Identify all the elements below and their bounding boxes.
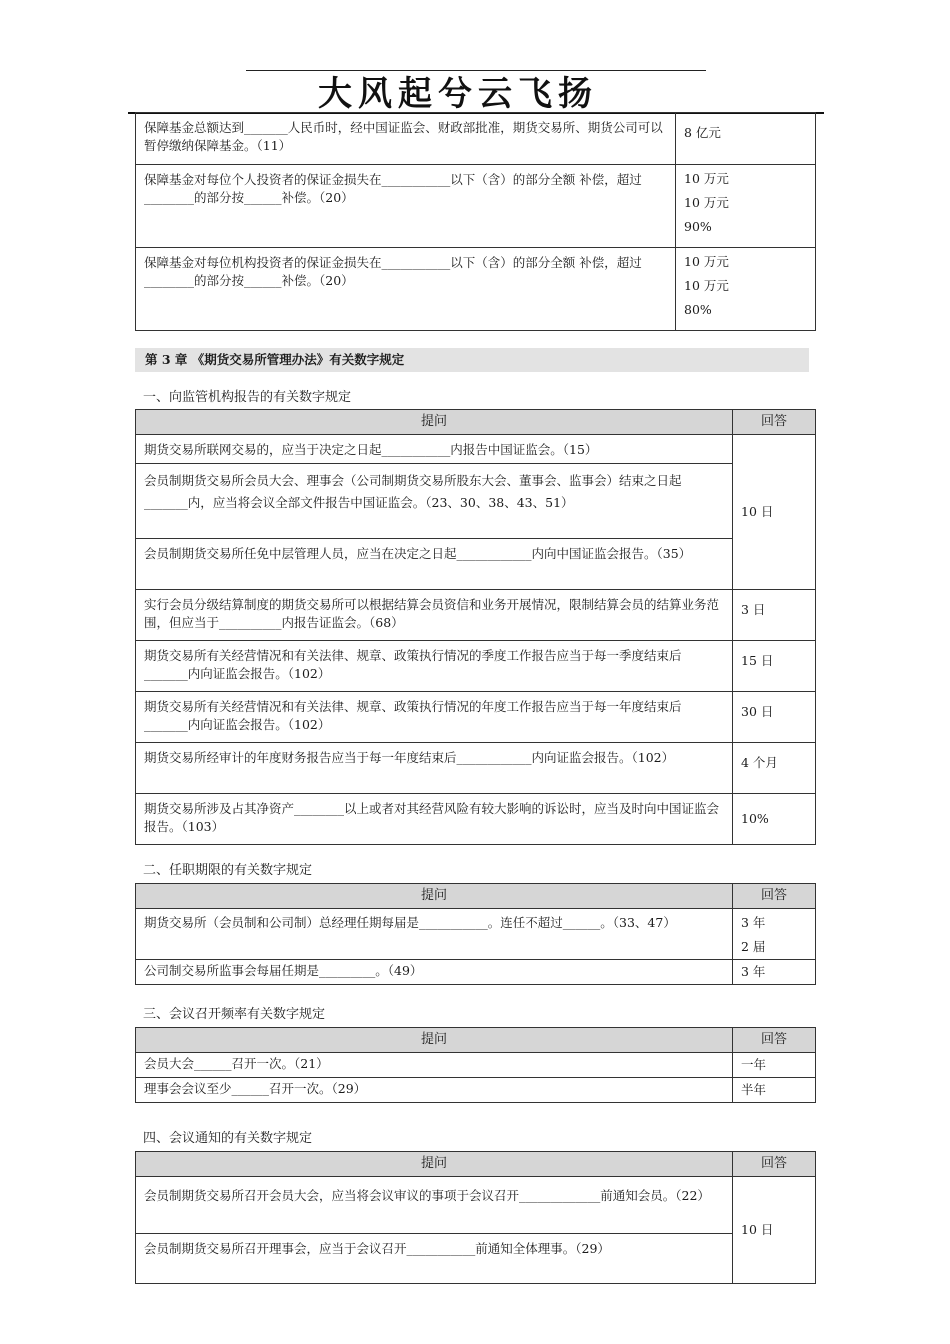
answer-cell: 10%	[733, 794, 816, 845]
column-header-answer: 回答	[733, 884, 816, 909]
answer-cell: 半年	[733, 1078, 816, 1103]
merged-answer-cell: 10 日	[733, 1177, 816, 1284]
table-row	[136, 794, 816, 845]
question-cell: 会员制期货交易所任免中层管理人员，应当在决定之日起____________内向中国证监会报告。（35）	[136, 539, 733, 590]
table-row	[136, 743, 816, 794]
question-cell: 保障基金对每位机构投资者的保证金损失在___________以下（含）的部分全额 补偿，超过________的部分按______补偿。（20）	[136, 248, 676, 331]
answer-cell	[676, 248, 816, 331]
section-title: 一、向监管机构报告的有关数字规定	[143, 390, 352, 405]
answer-cell	[733, 909, 816, 960]
table-row	[136, 1078, 816, 1103]
table-row	[136, 248, 816, 331]
question-cell: 会员大会______召开一次。（21）	[136, 1053, 733, 1078]
table-row	[136, 165, 816, 248]
column-header-answer: 回答	[733, 1028, 816, 1053]
answer-line: 90%	[684, 219, 712, 234]
table-row	[136, 435, 816, 464]
chapter-heading: 第 3 章 《期货交易所管理办法》有关数字规定	[135, 348, 809, 372]
table-row	[136, 909, 816, 960]
column-header-answer: 回答	[733, 410, 816, 435]
question-cell: 期货交易所（会员制和公司制）总经理任期每届是___________。连任不超过______。（33、47）	[136, 909, 733, 960]
answer-cell: 4 个月	[733, 743, 816, 794]
guarantee-fund-table	[135, 112, 816, 331]
answer-line: 80%	[684, 302, 712, 317]
answer-line: 10 万元	[684, 195, 729, 210]
answer-cell: 30 日	[733, 692, 816, 743]
table-row	[136, 113, 816, 165]
table-row	[136, 960, 816, 985]
question-cell: 理事会会议至少______召开一次。（29）	[136, 1078, 733, 1103]
answer-cell: 一年	[733, 1053, 816, 1078]
column-header-question: 提问	[136, 1028, 733, 1053]
table-header-row	[136, 1152, 816, 1177]
table-row	[136, 1177, 816, 1234]
question-cell: 公司制交易所监事会每届任期是_________。（49）	[136, 960, 733, 985]
question-cell: 会员制期货交易所召开会员大会，应当将会议审议的事项于会议召开_____________前通知会员。（22）	[136, 1177, 733, 1234]
column-header-question: 提问	[136, 410, 733, 435]
meeting-frequency-table	[135, 1027, 816, 1103]
section-title: 二、任职期限的有关数字规定	[143, 863, 313, 878]
question-cell: 期货交易所有关经营情况和有关法律、规章、政策执行情况的季度工作报告应当于每一季度结束后_______内向证监会报告。（102）	[136, 641, 733, 692]
term-rules-table	[135, 883, 816, 985]
table-row	[136, 1234, 816, 1284]
report-rules-table	[135, 409, 816, 845]
header-top-rule	[246, 70, 706, 71]
answer-line: 2 届	[741, 939, 766, 954]
table-row	[136, 464, 816, 539]
column-header-question: 提问	[136, 1152, 733, 1177]
table-row	[136, 539, 816, 590]
table-header-row	[136, 884, 816, 909]
question-cell: 期货交易所有关经营情况和有关法律、规章、政策执行情况的年度工作报告应当于每一年度结束后_______内向证监会报告。（102）	[136, 692, 733, 743]
answer-cell: 3 日	[733, 590, 816, 641]
answer-cell: 3 年	[733, 960, 816, 985]
table-row	[136, 692, 816, 743]
answer-line: 10 万元	[684, 171, 729, 186]
calligraphy-title: 大风起兮云飞扬	[318, 74, 598, 114]
question-cell: 保障基金对每位个人投资者的保证金损失在___________以下（含）的部分全额 补偿，超过________的部分按______补偿。（20）	[136, 165, 676, 248]
question-cell: 会员制期货交易所召开理事会，应当于会议召开___________前通知全体理事。（29）	[136, 1234, 733, 1284]
answer-cell	[676, 165, 816, 248]
question-cell: 实行会员分级结算制度的期货交易所可以根据结算会员资信和业务开展情况，限制结算会员的结算业务范围，但应当于__________内报告证监会。（68）	[136, 590, 733, 641]
table-row	[136, 641, 816, 692]
answer-line: 10 万元	[684, 278, 729, 293]
answer-line: 10 万元	[684, 254, 729, 269]
table-row	[136, 1053, 816, 1078]
section-title: 三、会议召开频率有关数字规定	[143, 1007, 326, 1022]
answer-cell: 15 日	[733, 641, 816, 692]
question-cell: 保障基金总额达到_______人民币时，经中国证监会、财政部批准，期货交易所、期货公司可以暂停缴纳保障基金。（11）	[136, 113, 676, 165]
answer-cell	[676, 113, 816, 165]
meeting-notice-table	[135, 1151, 816, 1284]
question-cell: 期货交易所联网交易的，应当于决定之日起___________内报告中国证监会。（15）	[136, 435, 733, 464]
answer-line: 3 年	[741, 915, 766, 930]
question-cell: 会员制期货交易所会员大会、理事会（公司制期货交易所股东大会、董事会、监事会）结束之日起_______内，应当将会议全部文件报告中国证监会。（23、30、38、43、51）	[136, 464, 733, 539]
table-header-row	[136, 1028, 816, 1053]
question-cell: 期货交易所涉及占其净资产________以上或者对其经营风险有较大影响的诉讼时，应当及时向中国证监会报告。（103）	[136, 794, 733, 845]
table-header-row	[136, 410, 816, 435]
merged-answer-cell: 10 日	[733, 435, 816, 590]
table-row	[136, 590, 816, 641]
section-title: 四、会议通知的有关数字规定	[143, 1131, 313, 1146]
answer-line: 8 亿元	[684, 125, 721, 140]
question-cell: 期货交易所经审计的年度财务报告应当于每一年度结束后____________内向证监会报告。（102）	[136, 743, 733, 794]
column-header-question: 提问	[136, 884, 733, 909]
column-header-answer: 回答	[733, 1152, 816, 1177]
